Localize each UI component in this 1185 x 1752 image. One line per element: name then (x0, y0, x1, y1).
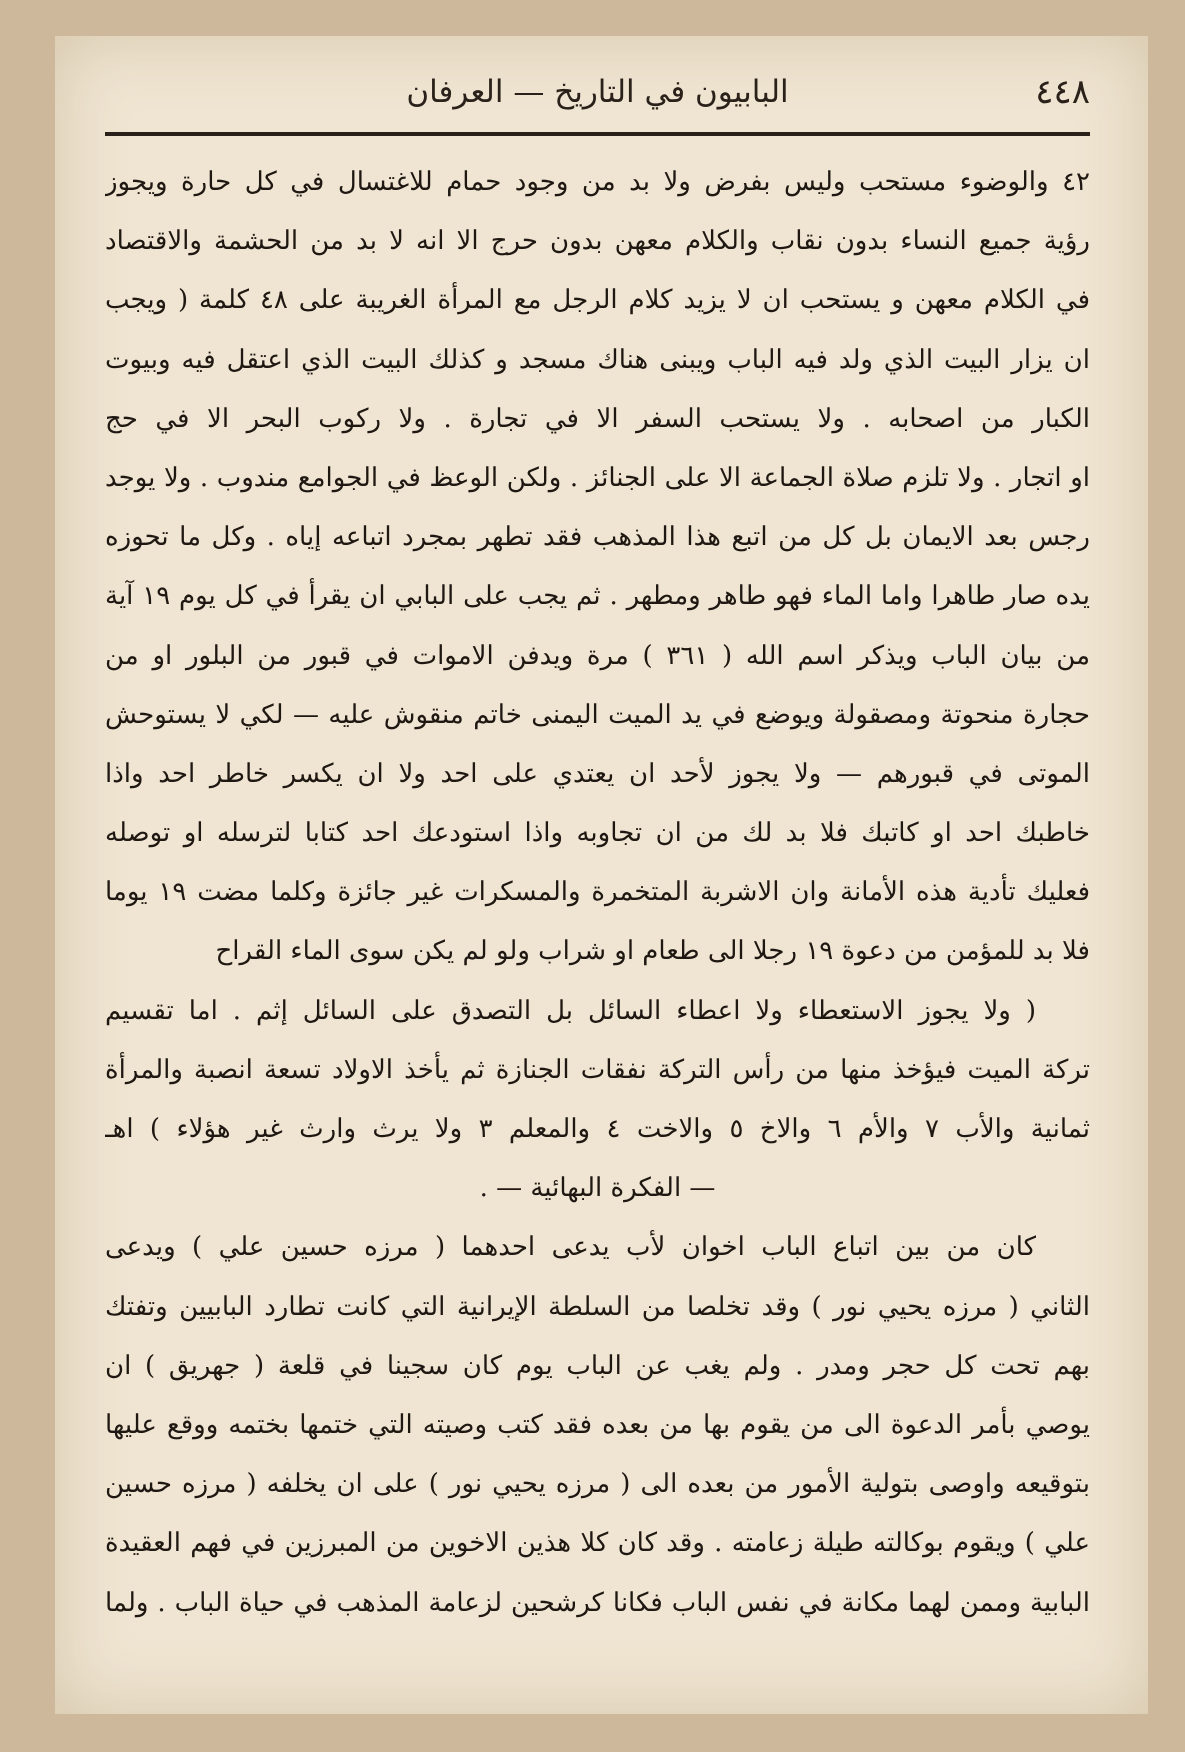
text-line: يده صار طاهرا واما الماء فهو طاهر ومطهر . ثم يجب على البابي ان يقرأ في كل يوم ١٩ آية (105, 581, 1090, 612)
scanned-page (55, 36, 1148, 1714)
text-line: ثمانية والأب ٧ والأم ٦ والاخ ٥ والاخت ٤ والمعلم ٣ ولا يرث وارث غير هؤلاء ) اهـ (105, 1114, 1090, 1144)
text-line: فلا بد للمؤمن من دعوة ١٩ رجلا الى طعام او شراب ولو لم يكن سوى الماء القراح (215, 936, 1090, 967)
running-title: البابيون في التاريخ — العرفان (406, 74, 789, 110)
text-line: كان من بين اتباع الباب اخوان لأب يدعى احدهما ( مرزه حسين علي ) ويدعى (105, 1232, 1036, 1263)
page-number: ٤٤٨ (1035, 72, 1090, 112)
text-line: علي ) ويقوم بوكالته طيلة زعامته . وقد كان كلا هذين الاخوين من المبرزين في فهم العقيدة (105, 1528, 1090, 1559)
text-line: في الكلام معهن و يستحب ان لا يزيد كلام الرجل مع المرأة الغريبة على ٤٨ كلمة ( ويجب (105, 285, 1090, 316)
text-line: ان يزار البيت الذي ولد فيه الباب ويبنى هناك مسجد و كذلك البيت الذي اعتقل فيه وبيوت (105, 344, 1090, 375)
text-line: يوصي بأمر الدعوة الى من يقوم بها من بعده فقد كتب وصيته التي ختمها بختمه ووقع عليها (105, 1409, 1090, 1440)
text-line: ٤٢ والوضوء مستحب وليس بفرض ولا بد من وجود حمام للاغتسال في كل حارة ويجوز (105, 167, 1090, 197)
text-line: رجس بعد الايمان بل كل من اتبع هذا المذهب فقد تطهر بمجرد اتباعه إياه . وكل ما تحوزه (105, 522, 1090, 553)
body-text (105, 153, 1090, 1633)
page-header (105, 66, 1090, 128)
text-line: رؤية جميع النساء بدون نقاب والكلام معهن بدون حرج الا انه لا بد من الحشمة والاقتصاد (105, 226, 1090, 257)
text-line: بتوقيعه واوصى بتولية الأمور من بعده الى ( مرزه يحيي نور ) على ان يخلفه ( مرزه حسين (105, 1469, 1090, 1500)
text-line: بهم تحت كل حجر ومدر . ولم يغب عن الباب يوم كان سجينا في قلعة ( جهريق ) ان (105, 1350, 1090, 1381)
text-line: الثاني ( مرزه يحيي نور ) وقد تخلصا من السلطة الإيرانية التي كانت تطارد البابيين وتفتك (105, 1291, 1090, 1322)
text-line: ( ولا يجوز الاستعطاء ولا اعطاء السائل بل التصدق على السائل إثم . اما تقسيم (105, 995, 1036, 1026)
text-line: تركة الميت فيؤخذ منها من رأس التركة نفقات الجنازة ثم يأخذ الاولاد تسعة انصبة والمرأة (105, 1054, 1090, 1085)
header-rule (105, 132, 1090, 136)
text-line: الموتى في قبورهم — ولا يجوز لأحد ان يعتدي على احد ولا ان يكسر خاطر احد واذا (105, 758, 1090, 789)
text-line: او اتجار . ولا تلزم صلاة الجماعة الا على الجنائز . ولكن الوعظ في الجوامع مندوب . ولا يوجد (105, 462, 1090, 493)
text-line: حجارة منحوتة ومصقولة ويوضع في يد الميت اليمنى خاتم منقوش عليه — لكي لا يستوحش (105, 699, 1090, 730)
text-line: خاطبك احد او كاتبك فلا بد لك من ان تجاوبه واذا استودعك احد كتابا لترسله او توصله (105, 818, 1090, 849)
section-heading: — الفكرة البهائية — . (479, 1173, 716, 1204)
text-line: من بيان الباب ويذكر اسم الله ( ٣٦١ ) مرة ويدفن الاموات في قبور من البلور او من (105, 640, 1090, 671)
text-line: البابية وممن لهما مكانة في نفس الباب فكانا كرشحين لزعامة المذهب في حياة الباب . ولما (105, 1587, 1090, 1618)
text-line: الكبار من اصحابه . ولا يستحب السفر الا في تجارة . ولا ركوب البحر الا في حج (105, 403, 1090, 434)
text-line: فعليك تأدية هذه الأمانة وان الاشربة المتخمرة والمسكرات غير جائزة وكلما مضت ١٩ يوما (105, 877, 1090, 908)
